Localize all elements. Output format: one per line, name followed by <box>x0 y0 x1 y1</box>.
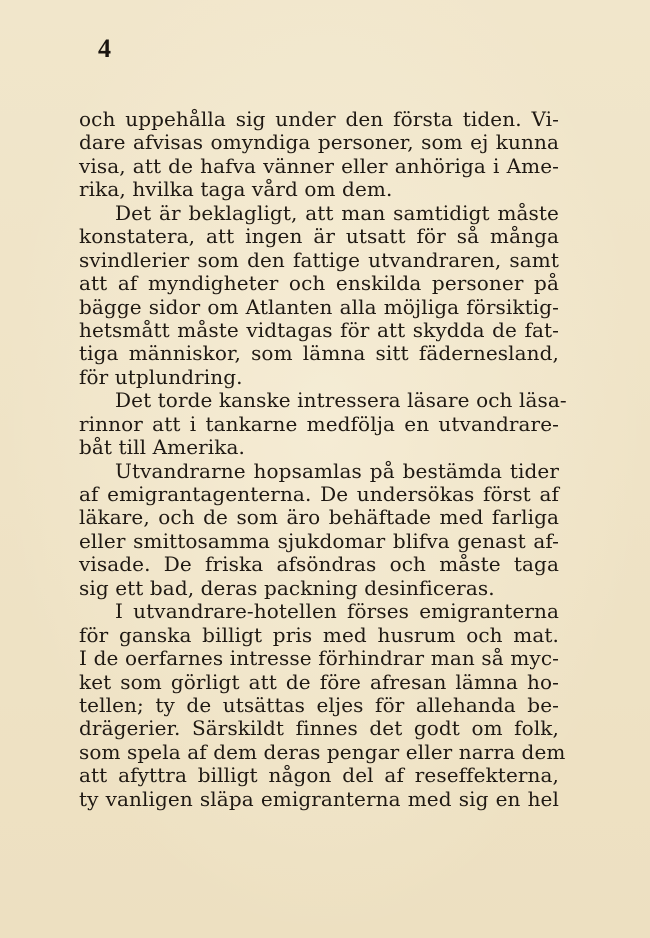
body-text <box>79 107 567 811</box>
text-line: för utplundring. <box>79 364 243 389</box>
text-line: läkare, och de som äro behäftade med farliga <box>79 505 559 530</box>
text-line: bägge sidor om Atlanten alla möjliga försiktig- <box>79 294 559 319</box>
text-line: Det torde kanske intressera läsare och läsa- <box>115 388 567 413</box>
text-line: hetsmått måste vidtagas för att skydda de fat- <box>79 317 559 342</box>
text-line: att af myndigheter och enskilda personer på <box>79 271 559 296</box>
text-line: Utvandrarne hopsamlas på bestämda tider <box>115 458 559 483</box>
text-line: svindlerier som den fattige utvandraren, samt <box>79 247 559 272</box>
text-line: Det är beklagligt, att man samtidigt måste <box>115 200 559 225</box>
text-line: för ganska billigt pris med husrum och mat. <box>79 622 559 647</box>
text-line: visade. De friska afsöndras och måste taga <box>79 552 559 577</box>
text-line: drägerier. Särskildt finnes det godt om folk, <box>79 716 559 741</box>
text-line: ty vanligen släpa emigranterna med sig en hel <box>79 786 559 811</box>
text-line: dare afvisas omyndiga personer, som ej kunna <box>79 130 559 155</box>
text-line: tiga människor, som lämna sitt fädernesland, <box>79 341 559 366</box>
text-line: rinnor att i tankarne medfölja en utvandrare- <box>79 411 559 436</box>
text-line: konstatera, att ingen är utsatt för så många <box>79 224 559 249</box>
text-line: visa, att de hafva vänner eller anhöriga i Ame- <box>79 153 559 178</box>
text-line: I de oerfarnes intresse förhindrar man så myc- <box>79 646 559 671</box>
text-line: att afyttra billigt någon del af reseffekterna, <box>79 763 559 788</box>
text-line: ket som görligt att de före afresan lämna ho- <box>79 669 559 694</box>
text-line: tellen; ty de utsättas eljes för allehanda be- <box>79 692 559 717</box>
text-line: rika, hvilka taga vård om dem. <box>79 177 393 202</box>
text-line: I utvandrare-hotellen förses emigranterna <box>115 599 559 624</box>
text-line: af emigrantagenterna. De undersökas först af <box>79 482 559 506</box>
page-number: 4 <box>98 34 111 63</box>
text-line: båt till Amerika. <box>79 435 246 460</box>
text-line: och uppehålla sig under den första tiden. Vi- <box>79 107 559 131</box>
text-line: sig ett bad, deras packning desinficeras. <box>79 575 495 600</box>
text-line: eller smittosamma sjukdomar blifva genast af- <box>79 528 559 553</box>
text-line: som spela af dem deras pengar eller narra dem <box>79 739 566 764</box>
